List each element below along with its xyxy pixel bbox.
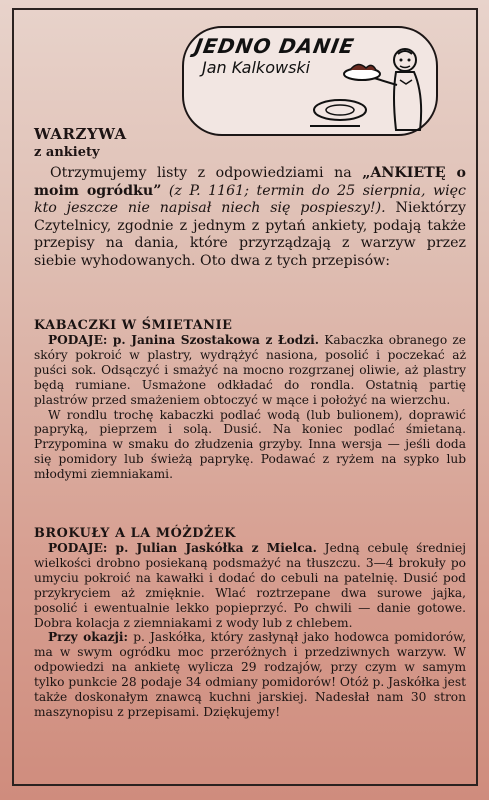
intro-deadline-note: (z P. 1161; termin do 25 sierpnia, więc kto jeszcze nie napisał niech się pospieszy!).: [34, 182, 466, 217]
intro-text-2: Niektórzy Czytelnicy, zgodnie z jednym z pytań ankiety, podają także przepisy na dania, które przyrządzają z warzyw przez siebie wyhodowanych. Oto dwa z tych przepisów:: [34, 200, 466, 269]
recipe2-paragraph-2: p. Jaskółka, który zasłynął jako hodowca pomidorów, ma w swym ogródku moc przeróżnych i przedziwnych warzyw. W odpowiedzi na ankietę wylicza 29 rodzajów, przy czym w samym tylko punkcie 28 podaje 34 odmiany pomidorów! Otóż p. Jaskółka jest także doskonałym znawcą kuchni jarskiej. Nadesłał nam 30 stron maszynopisu z przepisami. Dziękujemy!: [34, 630, 466, 719]
recipe2-heading: BROKUŁY A LA MÓŻDŻEK: [34, 526, 237, 541]
article-subtitle: z ankiety: [34, 145, 100, 160]
intro-survey-name: „ANKIETĘ o moim ogródku”: [34, 165, 466, 199]
recipe2-paragraph-1: Jedną cebulę średniej wielkości drobno posiekaną podsmażyć na tłuszczu. 3—4 brokuły po umyciu pokroić na kawałki i dodać do cebuli na patelnię. Dusić pod przykryciem aż zmięknie. Wlać roztrzepane dwa surowe jajka, posolić i ewentualnie lekko popieprzyć. Po chwili — danie gotowe. Dobra kolacja z ziemniakami z wody lub z chlebem.: [34, 541, 466, 630]
article-intro: [34, 165, 466, 271]
chef-illustration-icon: [300, 40, 440, 140]
recipe2-occasion-lead: Przy okazji:: [48, 630, 129, 645]
recipe2-author: PODAJE: p. Julian Jaskółka z Mielca.: [48, 541, 317, 555]
recipe1-body: [34, 333, 466, 482]
recipe1-paragraph-1: Kabaczka obranego ze skóry pokroić w plastry, wydrążyć nasiona, posolić i poczekać aż puści sok. Odsączyć i smażyć na mocno rozgrzanej oliwie, aż plastry będą rumiane. Usmażone odkładać do rondla. Ostatnią partię plastrów przed smażeniem obtoczyć w mące i położyć na wierzchu.: [34, 333, 466, 407]
recipe2-body: [34, 541, 466, 720]
recipe1-author: PODAJE: p. Janina Szostakowa z Łodzi.: [48, 333, 320, 347]
intro-text-1: Otrzymujemy listy z odpowiedziami na: [50, 165, 363, 181]
column-title: JEDNO DANIE: [192, 34, 357, 58]
article-title: WARZYWA: [34, 125, 127, 143]
recipe1-paragraph-2: W rondlu trochę kabaczki podlać wodą (lub bulionem), doprawić papryką, pieprzem i solą. Dusić. Na koniec podlać śmietaną. Przypomina w smaku do złudzenia grzyby. Inna wersja — jeśli doda się pomidory lub świeżą paprykę. Podawać z ryżem na sypko lub młodymi ziemniakami.: [34, 407, 466, 482]
recipe1-heading: KABACZKI W ŚMIETANIE: [34, 318, 233, 333]
column-author: Jan Kalkowski: [202, 58, 311, 77]
